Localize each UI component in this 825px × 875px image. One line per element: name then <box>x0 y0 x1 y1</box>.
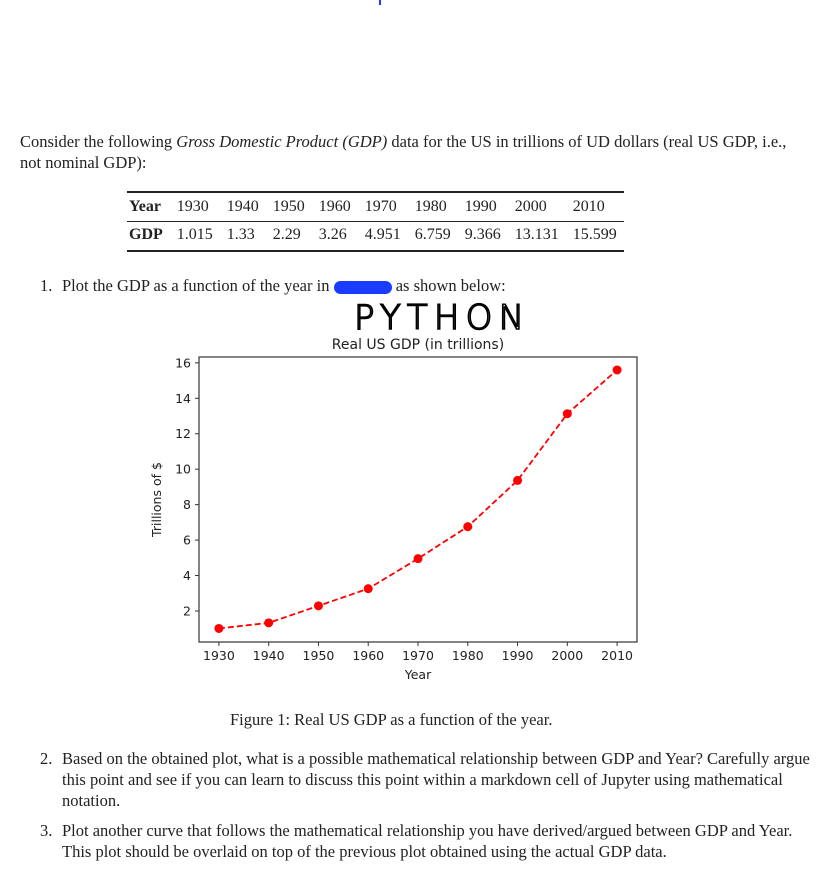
chart-title: Real US GDP (in trillions) <box>331 337 505 353</box>
gdp-table <box>127 191 624 252</box>
data-point <box>214 624 223 633</box>
gdp-cell: 1.33 <box>220 222 266 252</box>
year-cell: 1940 <box>220 192 266 222</box>
figure-caption: Figure 1: Real US GDP as a function of the year. <box>230 710 553 729</box>
year-cell: 1990 <box>458 192 508 222</box>
item-number: 2. <box>40 749 53 768</box>
data-point <box>314 601 323 610</box>
x-tick-label: 2010 <box>601 648 633 663</box>
data-point <box>463 522 472 531</box>
gdp-cell: 9.366 <box>458 222 508 252</box>
gdp-cell: 4.951 <box>358 222 408 252</box>
item-3 <box>40 820 810 862</box>
year-cell: 1960 <box>312 192 358 222</box>
year-cell: 2010 <box>566 192 624 222</box>
item-2-text: Based on the obtained plot, what is a possible mathematical relationship between GDP and Year? Carefully argue this point and see if you can learn to discuss this point within a markdown cell of Jupyter using mathematical notation. <box>62 749 810 810</box>
data-point <box>264 618 273 627</box>
x-tick-label: 2000 <box>551 648 584 663</box>
intro-text: Consider the following <box>20 132 177 151</box>
redaction-scribble <box>334 281 392 294</box>
data-point <box>563 409 572 418</box>
gdp-row <box>127 222 624 252</box>
item-1-text: Plot the GDP as a function of the year in <box>62 276 334 295</box>
year-cell: 1930 <box>170 192 220 222</box>
data-point <box>613 365 622 374</box>
x-tick-label: 1970 <box>402 648 434 663</box>
gdp-cell: 6.759 <box>408 222 458 252</box>
gdp-cell: 3.26 <box>312 222 358 252</box>
item-number: 1. <box>40 276 53 295</box>
gdp-cell: 13.131 <box>508 222 566 252</box>
year-row <box>127 192 624 222</box>
x-tick-label: 1930 <box>203 648 235 663</box>
y-tick-label: 8 <box>183 497 191 513</box>
item-1-text-end: as shown below: <box>391 276 506 295</box>
year-header: Year <box>127 192 170 222</box>
x-tick-label: 1940 <box>252 648 285 663</box>
handwritten-text: PYTHON <box>354 298 524 336</box>
y-tick-label: 14 <box>175 390 191 406</box>
y-axis-label: Trillions of $ <box>149 462 164 537</box>
plot-frame <box>199 357 637 642</box>
data-point <box>364 584 373 593</box>
intro-text-end: data for the US in trillions of UD dollars (real US GDP, i.e., not nominal GDP): <box>20 132 787 172</box>
item-3-text: Plot another curve that follows the mathematical relationship you have derived/argued between GDP and Year. This plot should be overlaid on top of the previous plot obtained using the actual GDP data. <box>62 821 793 861</box>
gdp-cell: 2.29 <box>266 222 312 252</box>
top-mark <box>379 0 381 5</box>
data-point <box>513 476 522 485</box>
x-tick-label: 1990 <box>501 648 534 663</box>
year-cell: 1950 <box>266 192 312 222</box>
x-tick-label: 1960 <box>352 648 385 663</box>
y-tick-label: 10 <box>175 461 191 477</box>
year-cell: 1980 <box>408 192 458 222</box>
year-cell: 2000 <box>508 192 566 222</box>
x-tick-label: 1980 <box>451 648 484 663</box>
data-point <box>414 554 423 563</box>
x-tick-label: 1950 <box>302 648 335 663</box>
gdp-chart <box>140 330 660 690</box>
y-tick-label: 6 <box>183 532 191 548</box>
gdp-cell: 1.015 <box>170 222 220 252</box>
y-tick-label: 4 <box>183 568 191 584</box>
year-cell: 1970 <box>358 192 408 222</box>
y-tick-label: 2 <box>183 603 191 619</box>
y-tick-label: 16 <box>175 355 191 371</box>
item-1 <box>40 275 810 296</box>
intro-emphasis: Gross Domestic Product (GDP) <box>176 132 388 151</box>
item-number: 3. <box>40 821 53 840</box>
gdp-cell: 15.599 <box>566 222 624 252</box>
intro-paragraph <box>20 131 810 173</box>
gdp-header: GDP <box>127 222 170 252</box>
y-tick-label: 12 <box>175 426 191 442</box>
item-2 <box>40 748 810 811</box>
x-axis-label: Year <box>404 667 432 682</box>
